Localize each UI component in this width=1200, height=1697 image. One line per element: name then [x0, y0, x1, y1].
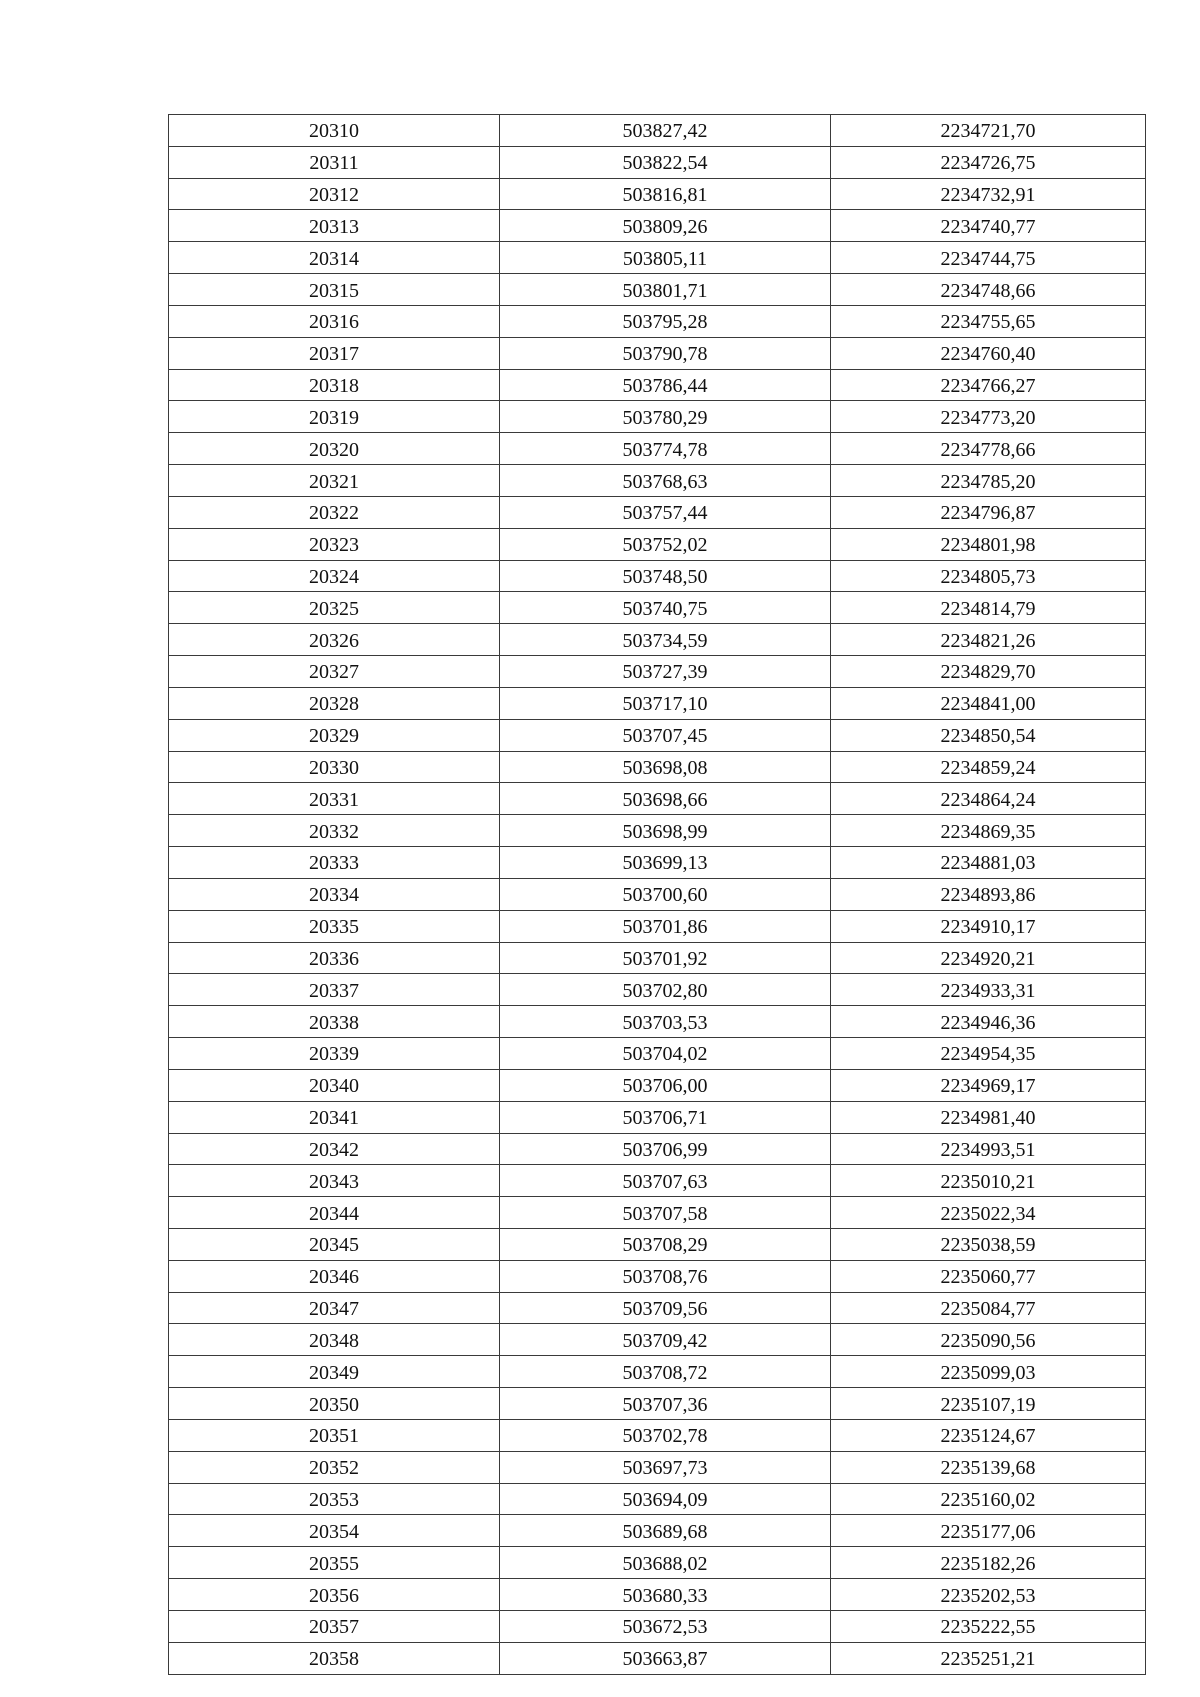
table-row [169, 1228, 1146, 1260]
x-coordinate-cell: 503698,99 [500, 815, 831, 847]
x-coordinate-cell: 503809,26 [500, 210, 831, 242]
table-row [169, 815, 1146, 847]
table-row [169, 305, 1146, 337]
y-coordinate-cell: 2234981,40 [831, 1101, 1146, 1133]
point-number-cell: 20318 [169, 369, 500, 401]
x-coordinate-cell: 503706,99 [500, 1133, 831, 1165]
point-number-cell: 20327 [169, 656, 500, 688]
y-coordinate-cell: 2234748,66 [831, 274, 1146, 306]
point-number-cell: 20315 [169, 274, 500, 306]
y-coordinate-cell: 2234760,40 [831, 337, 1146, 369]
x-coordinate-cell: 503689,68 [500, 1515, 831, 1547]
point-number-cell: 20349 [169, 1356, 500, 1388]
table-row [169, 560, 1146, 592]
table-row [169, 1006, 1146, 1038]
point-number-cell: 20356 [169, 1579, 500, 1611]
x-coordinate-cell: 503702,78 [500, 1419, 831, 1451]
y-coordinate-cell: 2235107,19 [831, 1388, 1146, 1420]
point-number-cell: 20323 [169, 528, 500, 560]
point-number-cell: 20342 [169, 1133, 500, 1165]
x-coordinate-cell: 503707,45 [500, 719, 831, 751]
table-row [169, 1038, 1146, 1070]
point-number-cell: 20353 [169, 1483, 500, 1515]
table-row [169, 401, 1146, 433]
point-number-cell: 20333 [169, 847, 500, 879]
point-number-cell: 20345 [169, 1228, 500, 1260]
y-coordinate-cell: 2235160,02 [831, 1483, 1146, 1515]
point-number-cell: 20319 [169, 401, 500, 433]
y-coordinate-cell: 2234829,70 [831, 656, 1146, 688]
x-coordinate-cell: 503709,56 [500, 1292, 831, 1324]
table-row [169, 274, 1146, 306]
y-coordinate-cell: 2234869,35 [831, 815, 1146, 847]
table-row [169, 1165, 1146, 1197]
y-coordinate-cell: 2235038,59 [831, 1228, 1146, 1260]
y-coordinate-cell: 2234805,73 [831, 560, 1146, 592]
point-number-cell: 20326 [169, 624, 500, 656]
table-row [169, 878, 1146, 910]
x-coordinate-cell: 503699,13 [500, 847, 831, 879]
table-row [169, 1292, 1146, 1324]
x-coordinate-cell: 503708,72 [500, 1356, 831, 1388]
y-coordinate-cell: 2234841,00 [831, 687, 1146, 719]
point-number-cell: 20320 [169, 433, 500, 465]
point-number-cell: 20322 [169, 496, 500, 528]
x-coordinate-cell: 503697,73 [500, 1451, 831, 1483]
table-row [169, 178, 1146, 210]
y-coordinate-cell: 2235124,67 [831, 1419, 1146, 1451]
point-number-cell: 20314 [169, 242, 500, 274]
x-coordinate-cell: 503780,29 [500, 401, 831, 433]
x-coordinate-cell: 503701,86 [500, 910, 831, 942]
y-coordinate-cell: 2234859,24 [831, 751, 1146, 783]
y-coordinate-cell: 2234881,03 [831, 847, 1146, 879]
coordinates-table-body [169, 115, 1146, 1675]
table-row [169, 1483, 1146, 1515]
y-coordinate-cell: 2234821,26 [831, 624, 1146, 656]
point-number-cell: 20328 [169, 687, 500, 719]
table-row [169, 465, 1146, 497]
table-row [169, 910, 1146, 942]
table-row [169, 656, 1146, 688]
point-number-cell: 20335 [169, 910, 500, 942]
point-number-cell: 20350 [169, 1388, 500, 1420]
point-number-cell: 20317 [169, 337, 500, 369]
table-row [169, 942, 1146, 974]
y-coordinate-cell: 2235202,53 [831, 1579, 1146, 1611]
x-coordinate-cell: 503816,81 [500, 178, 831, 210]
point-number-cell: 20337 [169, 974, 500, 1006]
y-coordinate-cell: 2234773,20 [831, 401, 1146, 433]
table-row [169, 592, 1146, 624]
point-number-cell: 20329 [169, 719, 500, 751]
point-number-cell: 20324 [169, 560, 500, 592]
point-number-cell: 20311 [169, 146, 500, 178]
table-row [169, 624, 1146, 656]
x-coordinate-cell: 503704,02 [500, 1038, 831, 1070]
table-row [169, 783, 1146, 815]
x-coordinate-cell: 503707,58 [500, 1197, 831, 1229]
table-row [169, 751, 1146, 783]
table-row [169, 974, 1146, 1006]
y-coordinate-cell: 2234850,54 [831, 719, 1146, 751]
y-coordinate-cell: 2234910,17 [831, 910, 1146, 942]
y-coordinate-cell: 2235060,77 [831, 1260, 1146, 1292]
y-coordinate-cell: 2234814,79 [831, 592, 1146, 624]
table-row [169, 1260, 1146, 1292]
x-coordinate-cell: 503694,09 [500, 1483, 831, 1515]
y-coordinate-cell: 2234933,31 [831, 974, 1146, 1006]
x-coordinate-cell: 503708,76 [500, 1260, 831, 1292]
y-coordinate-cell: 2234726,75 [831, 146, 1146, 178]
x-coordinate-cell: 503688,02 [500, 1547, 831, 1579]
x-coordinate-cell: 503795,28 [500, 305, 831, 337]
point-number-cell: 20336 [169, 942, 500, 974]
x-coordinate-cell: 503701,92 [500, 942, 831, 974]
y-coordinate-cell: 2234755,65 [831, 305, 1146, 337]
point-number-cell: 20355 [169, 1547, 500, 1579]
table-row [169, 433, 1146, 465]
table-row [169, 1547, 1146, 1579]
y-coordinate-cell: 2234969,17 [831, 1069, 1146, 1101]
y-coordinate-cell: 2235099,03 [831, 1356, 1146, 1388]
table-row [169, 115, 1146, 147]
point-number-cell: 20338 [169, 1006, 500, 1038]
y-coordinate-cell: 2235182,26 [831, 1547, 1146, 1579]
x-coordinate-cell: 503786,44 [500, 369, 831, 401]
point-number-cell: 20341 [169, 1101, 500, 1133]
y-coordinate-cell: 2235084,77 [831, 1292, 1146, 1324]
point-number-cell: 20354 [169, 1515, 500, 1547]
table-row [169, 687, 1146, 719]
table-row [169, 528, 1146, 560]
x-coordinate-cell: 503774,78 [500, 433, 831, 465]
point-number-cell: 20344 [169, 1197, 500, 1229]
table-row [169, 1610, 1146, 1642]
y-coordinate-cell: 2234796,87 [831, 496, 1146, 528]
x-coordinate-cell: 503801,71 [500, 274, 831, 306]
x-coordinate-cell: 503702,80 [500, 974, 831, 1006]
point-number-cell: 20343 [169, 1165, 500, 1197]
y-coordinate-cell: 2235222,55 [831, 1610, 1146, 1642]
coordinates-table [168, 114, 1146, 1675]
x-coordinate-cell: 503672,53 [500, 1610, 831, 1642]
y-coordinate-cell: 2234740,77 [831, 210, 1146, 242]
table-row [169, 369, 1146, 401]
point-number-cell: 20310 [169, 115, 500, 147]
y-coordinate-cell: 2234864,24 [831, 783, 1146, 815]
x-coordinate-cell: 503698,08 [500, 751, 831, 783]
x-coordinate-cell: 503827,42 [500, 115, 831, 147]
y-coordinate-cell: 2234785,20 [831, 465, 1146, 497]
x-coordinate-cell: 503707,36 [500, 1388, 831, 1420]
table-row [169, 1642, 1146, 1674]
table-row [169, 1356, 1146, 1388]
x-coordinate-cell: 503717,10 [500, 687, 831, 719]
point-number-cell: 20357 [169, 1610, 500, 1642]
y-coordinate-cell: 2235010,21 [831, 1165, 1146, 1197]
y-coordinate-cell: 2234920,21 [831, 942, 1146, 974]
y-coordinate-cell: 2234766,27 [831, 369, 1146, 401]
table-row [169, 1419, 1146, 1451]
table-row [169, 1388, 1146, 1420]
table-row [169, 242, 1146, 274]
table-row [169, 1324, 1146, 1356]
point-number-cell: 20347 [169, 1292, 500, 1324]
point-number-cell: 20358 [169, 1642, 500, 1674]
point-number-cell: 20339 [169, 1038, 500, 1070]
x-coordinate-cell: 503805,11 [500, 242, 831, 274]
x-coordinate-cell: 503709,42 [500, 1324, 831, 1356]
table-row [169, 1197, 1146, 1229]
point-number-cell: 20340 [169, 1069, 500, 1101]
point-number-cell: 20351 [169, 1419, 500, 1451]
x-coordinate-cell: 503822,54 [500, 146, 831, 178]
point-number-cell: 20325 [169, 592, 500, 624]
y-coordinate-cell: 2235177,06 [831, 1515, 1146, 1547]
point-number-cell: 20316 [169, 305, 500, 337]
y-coordinate-cell: 2234778,66 [831, 433, 1146, 465]
x-coordinate-cell: 503698,66 [500, 783, 831, 815]
table-row [169, 1101, 1146, 1133]
y-coordinate-cell: 2235022,34 [831, 1197, 1146, 1229]
x-coordinate-cell: 503757,44 [500, 496, 831, 528]
y-coordinate-cell: 2234893,86 [831, 878, 1146, 910]
y-coordinate-cell: 2234801,98 [831, 528, 1146, 560]
x-coordinate-cell: 503706,71 [500, 1101, 831, 1133]
x-coordinate-cell: 503703,53 [500, 1006, 831, 1038]
y-coordinate-cell: 2235251,21 [831, 1642, 1146, 1674]
point-number-cell: 20334 [169, 878, 500, 910]
point-number-cell: 20312 [169, 178, 500, 210]
y-coordinate-cell: 2235090,56 [831, 1324, 1146, 1356]
table-row [169, 1579, 1146, 1611]
x-coordinate-cell: 503748,50 [500, 560, 831, 592]
point-number-cell: 20348 [169, 1324, 500, 1356]
x-coordinate-cell: 503706,00 [500, 1069, 831, 1101]
table-row [169, 1451, 1146, 1483]
table-row [169, 1133, 1146, 1165]
y-coordinate-cell: 2234946,36 [831, 1006, 1146, 1038]
x-coordinate-cell: 503680,33 [500, 1579, 831, 1611]
x-coordinate-cell: 503708,29 [500, 1228, 831, 1260]
y-coordinate-cell: 2235139,68 [831, 1451, 1146, 1483]
table-row [169, 146, 1146, 178]
y-coordinate-cell: 2234954,35 [831, 1038, 1146, 1070]
y-coordinate-cell: 2234732,91 [831, 178, 1146, 210]
point-number-cell: 20352 [169, 1451, 500, 1483]
point-number-cell: 20330 [169, 751, 500, 783]
table-row [169, 847, 1146, 879]
table-row [169, 337, 1146, 369]
table-row [169, 210, 1146, 242]
point-number-cell: 20313 [169, 210, 500, 242]
x-coordinate-cell: 503734,59 [500, 624, 831, 656]
x-coordinate-cell: 503752,02 [500, 528, 831, 560]
point-number-cell: 20331 [169, 783, 500, 815]
x-coordinate-cell: 503700,60 [500, 878, 831, 910]
x-coordinate-cell: 503768,63 [500, 465, 831, 497]
x-coordinate-cell: 503727,39 [500, 656, 831, 688]
x-coordinate-cell: 503790,78 [500, 337, 831, 369]
y-coordinate-cell: 2234993,51 [831, 1133, 1146, 1165]
point-number-cell: 20321 [169, 465, 500, 497]
point-number-cell: 20332 [169, 815, 500, 847]
table-row [169, 496, 1146, 528]
y-coordinate-cell: 2234744,75 [831, 242, 1146, 274]
y-coordinate-cell: 2234721,70 [831, 115, 1146, 147]
table-row [169, 1069, 1146, 1101]
table-row [169, 719, 1146, 751]
point-number-cell: 20346 [169, 1260, 500, 1292]
table-row [169, 1515, 1146, 1547]
x-coordinate-cell: 503663,87 [500, 1642, 831, 1674]
x-coordinate-cell: 503740,75 [500, 592, 831, 624]
x-coordinate-cell: 503707,63 [500, 1165, 831, 1197]
